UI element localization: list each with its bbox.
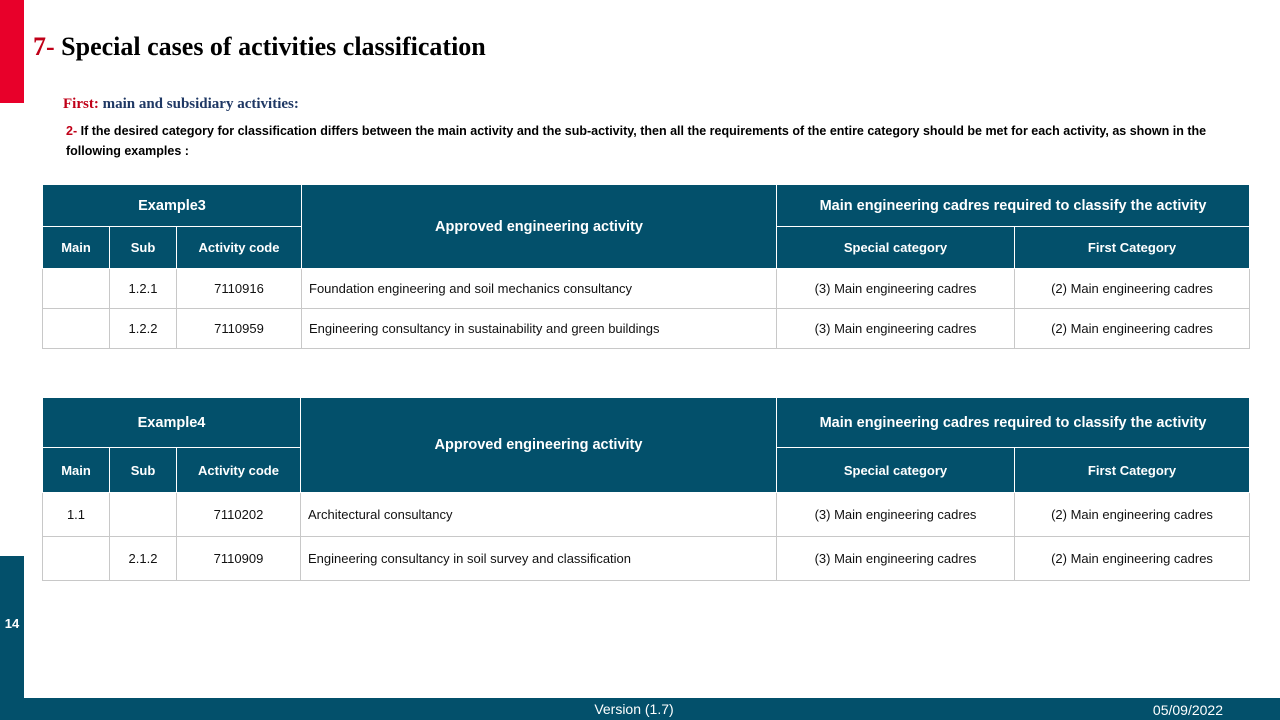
- footer-bar: [0, 698, 1280, 720]
- red-accent-bar: [0, 0, 24, 103]
- cell-first: (2) Main engineering cadres: [1015, 269, 1250, 309]
- col-sub: Sub: [110, 448, 177, 493]
- section-subheading: [63, 96, 299, 113]
- cell-code: 7110959: [177, 309, 302, 349]
- cell-sub: [110, 493, 177, 537]
- col-first-category: First Category: [1015, 448, 1250, 493]
- cell-main: [43, 269, 110, 309]
- slide-title: [33, 32, 486, 62]
- table-row: [43, 493, 1250, 537]
- cell-activity: Engineering consultancy in sustainability and green buildings: [302, 309, 777, 349]
- cell-first: (2) Main engineering cadres: [1015, 309, 1250, 349]
- col-main: Main: [43, 227, 110, 269]
- cell-code: 7110916: [177, 269, 302, 309]
- page-number: 14: [4, 616, 20, 631]
- cell-special: (3) Main engineering cadres: [777, 269, 1015, 309]
- cell-main: [43, 309, 110, 349]
- cell-code: 7110202: [177, 493, 301, 537]
- col-special-category: Special category: [777, 448, 1015, 493]
- cell-main: 1.1: [43, 493, 110, 537]
- activity-header: Approved engineering activity: [302, 185, 777, 269]
- paragraph-number: 2-: [66, 124, 78, 138]
- cadres-header: Main engineering cadres required to classify the activity: [777, 398, 1250, 448]
- cadres-header: Main engineering cadres required to classify the activity: [777, 185, 1250, 227]
- cell-activity: Foundation engineering and soil mechanics consultancy: [302, 269, 777, 309]
- activity-header: Approved engineering activity: [301, 398, 777, 493]
- cell-code: 7110909: [177, 537, 301, 581]
- col-activity-code: Activity code: [177, 448, 301, 493]
- title-number: 7-: [33, 32, 55, 61]
- example-label: Example3: [43, 185, 302, 227]
- example3-table: [42, 184, 1250, 349]
- footer-date: 05/09/2022: [1152, 702, 1223, 718]
- col-activity-code: Activity code: [177, 227, 302, 269]
- example4-table: [42, 397, 1250, 581]
- example-label: Example4: [43, 398, 301, 448]
- title-text: Special cases of activities classification: [54, 32, 486, 61]
- col-main: Main: [43, 448, 110, 493]
- instruction-paragraph: [66, 121, 1251, 161]
- table-row: [43, 269, 1250, 309]
- version-label: Version (1.7): [594, 701, 674, 717]
- cell-sub: 2.1.2: [110, 537, 177, 581]
- cell-sub: 1.2.1: [110, 269, 177, 309]
- cell-first: (2) Main engineering cadres: [1015, 493, 1250, 537]
- cell-first: (2) Main engineering cadres: [1015, 537, 1250, 581]
- subheading-first-label: First:: [63, 96, 99, 112]
- cell-activity: Engineering consultancy in soil survey and classification: [301, 537, 777, 581]
- cell-special: (3) Main engineering cadres: [777, 493, 1015, 537]
- col-first-category: First Category: [1015, 227, 1250, 269]
- table-row: [43, 309, 1250, 349]
- cell-main: [43, 537, 110, 581]
- cell-activity: Architectural consultancy: [301, 493, 777, 537]
- table-row: [43, 537, 1250, 581]
- col-sub: Sub: [110, 227, 177, 269]
- cell-special: (3) Main engineering cadres: [777, 537, 1015, 581]
- cell-special: (3) Main engineering cadres: [777, 309, 1015, 349]
- paragraph-text: If the desired category for classification differs between the main activity and the sub-activity, then all the requirements of the entire category should be met for each activity, as shown in the following examples :: [66, 124, 1207, 158]
- cell-sub: 1.2.2: [110, 309, 177, 349]
- col-special-category: Special category: [777, 227, 1015, 269]
- subheading-text: main and subsidiary activities:: [98, 96, 299, 112]
